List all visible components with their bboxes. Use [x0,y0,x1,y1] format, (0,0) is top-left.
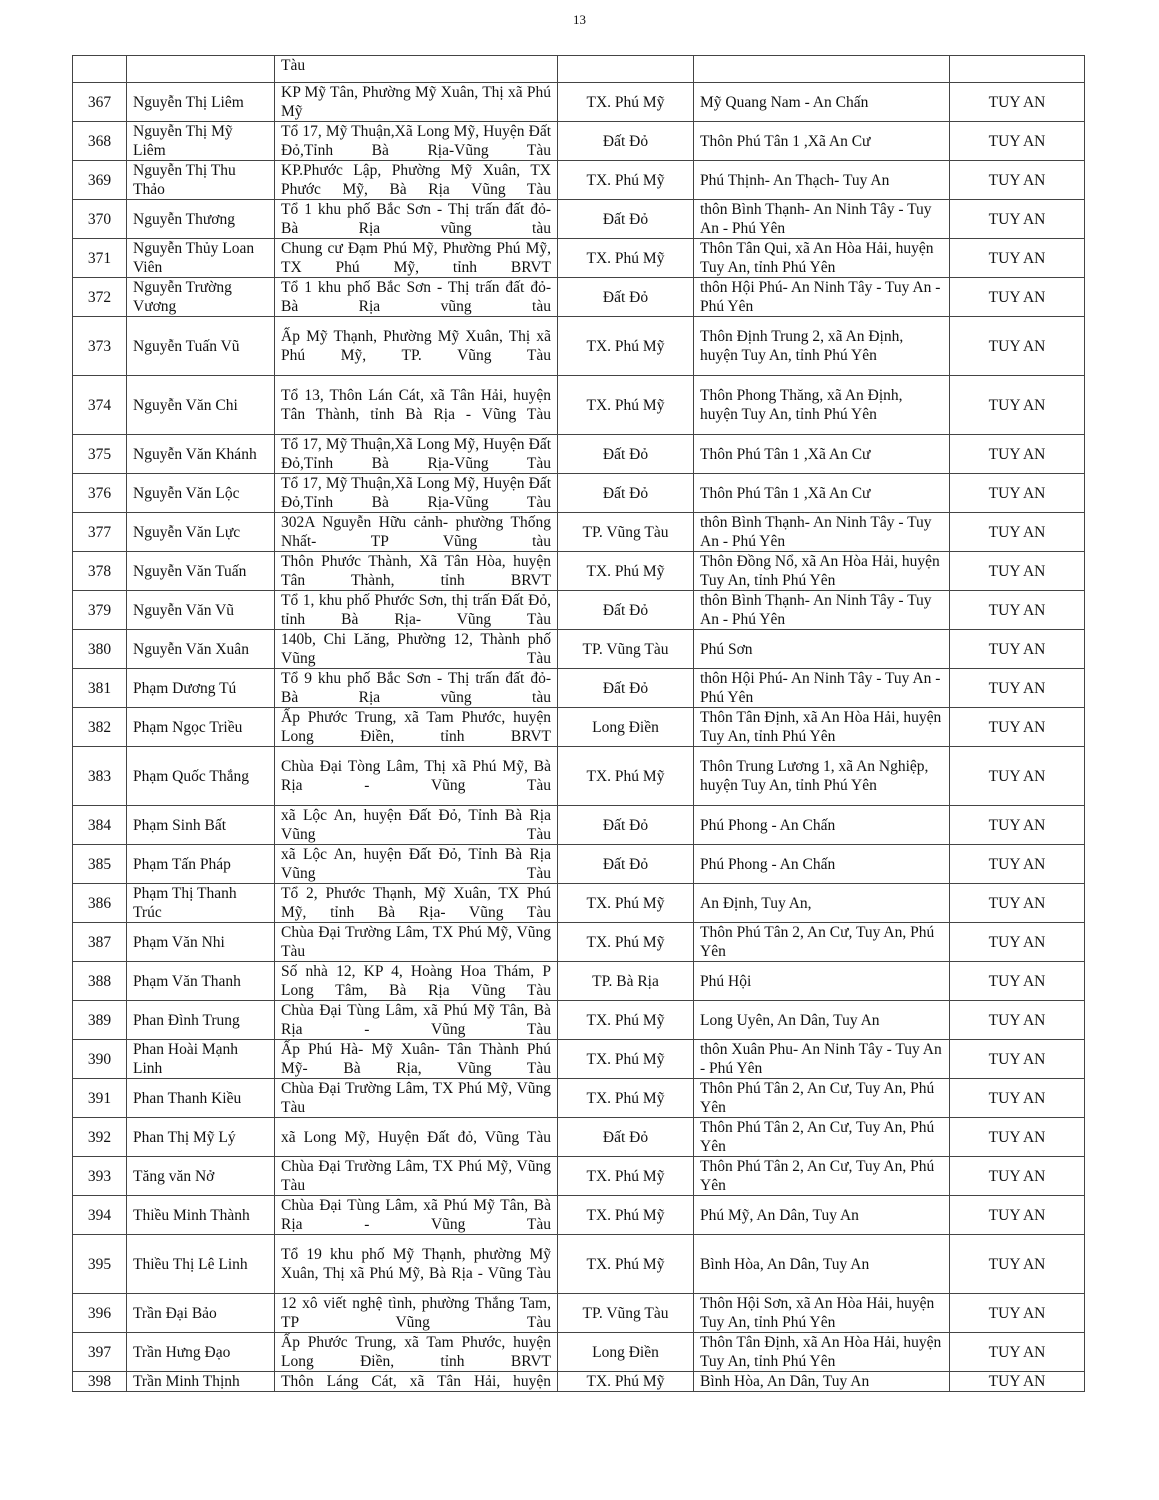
address-cell: Chùa Đại Trường Lâm, TX Phú Mỹ, Vũng Tàu [275,1079,558,1118]
address-cell: Tổ 17, Mỹ Thuận,Xã Long Mỹ, Huyện Đất Đỏ,Tỉnh Bà Rịa-Vũng Tàu [275,122,558,161]
page-number: 13 [573,12,586,27]
note-cell: TUY AN [950,747,1085,806]
district-cell: TP. Vũng Tàu [558,630,694,669]
name-cell: Nguyễn Thị Thu Thảo [127,161,275,200]
address-cell: Tổ 1 khu phố Bắc Sơn - Thị trấn đất đỏ- Bà Rịa vũng tàu [275,278,558,317]
address-cell: 140b, Chi Lăng, Phường 12, Thành phố Vũng Tàu [275,630,558,669]
note-cell: TUY AN [950,435,1085,474]
address-cell: Chùa Đại Tùng Lâm, xã Phú Mỹ Tân, Bà Rịa - Vũng Tàu [275,1196,558,1235]
district-cell [558,56,694,83]
address-cell: Tổ 1 khu phố Bắc Sơn - Thị trấn đất đỏ- Bà Rịa vũng tàu [275,200,558,239]
stt-cell: 390 [73,1040,127,1079]
address-cell: xã Lộc An, huyện Đất Đỏ, Tỉnh Bà Rịa Vũng Tàu [275,806,558,845]
name-cell: Phan Hoài Mạnh Linh [127,1040,275,1079]
district-cell: Đất Đỏ [558,474,694,513]
note-cell: TUY AN [950,806,1085,845]
hometown-cell: Thôn Phú Tân 2, An Cư, Tuy An, Phú Yên [694,923,950,962]
district-cell: TX. Phú Mỹ [558,1079,694,1118]
stt-cell: 396 [73,1294,127,1333]
address-cell: KP.Phước Lập, Phường Mỹ Xuân, TX Phước Mỹ, Bà Rịa Vũng Tàu [275,161,558,200]
district-cell: TP. Bà Rịa [558,962,694,1001]
table-row [73,669,1085,708]
stt-cell: 394 [73,1196,127,1235]
stt-cell: 397 [73,1333,127,1372]
note-cell: TUY AN [950,83,1085,122]
table-row [73,376,1085,435]
stt-cell: 393 [73,1157,127,1196]
hometown-cell: Thôn Phú Tân 2, An Cư, Tuy An, Phú Yên [694,1118,950,1157]
note-cell: TUY AN [950,1157,1085,1196]
name-cell: Nguyễn Văn Vũ [127,591,275,630]
table-row [73,1196,1085,1235]
district-cell: Đất Đỏ [558,845,694,884]
district-cell: Đất Đỏ [558,200,694,239]
table-row [73,1333,1085,1372]
hometown-cell: thôn Bình Thạnh- An Ninh Tây - Tuy An - Phú Yên [694,513,950,552]
table-row [73,513,1085,552]
name-cell: Nguyễn Thủy Loan Viên [127,239,275,278]
stt-cell: 378 [73,552,127,591]
district-cell: Đất Đỏ [558,122,694,161]
hometown-cell: Phú Sơn [694,630,950,669]
note-cell: TUY AN [950,630,1085,669]
hometown-cell: Long Uyên, An Dân, Tuy An [694,1001,950,1040]
note-cell: TUY AN [950,1079,1085,1118]
table-row [73,708,1085,747]
address-cell: Tổ 17, Mỹ Thuận,Xã Long Mỹ, Huyện Đất Đỏ,Tỉnh Bà Rịa-Vũng Tàu [275,435,558,474]
hometown-cell: Thôn Phú Tân 1 ,Xã An Cư [694,435,950,474]
district-cell: Long Điền [558,708,694,747]
stt-cell: 367 [73,83,127,122]
address-cell: xã Lộc An, huyện Đất Đỏ, Tỉnh Bà Rịa Vũng Tàu [275,845,558,884]
note-cell: TUY AN [950,1118,1085,1157]
table-row [73,1040,1085,1079]
name-cell: Trần Minh Thịnh [127,1372,275,1392]
note-cell: TUY AN [950,1001,1085,1040]
stt-cell: 391 [73,1079,127,1118]
stt-cell: 369 [73,161,127,200]
table-row [73,845,1085,884]
hometown-cell: Thôn Phú Tân 1 ,Xã An Cư [694,122,950,161]
table-row [73,1079,1085,1118]
note-cell: TUY AN [950,376,1085,435]
district-cell: Đất Đỏ [558,1118,694,1157]
note-cell: TUY AN [950,1333,1085,1372]
address-cell: Thôn Phước Thành, Xã Tân Hòa, huyện Tân Thành, tỉnh BRVT [275,552,558,591]
note-cell: TUY AN [950,923,1085,962]
roster-table [72,55,1085,1392]
name-cell: Nguyễn Thị Mỹ Liêm [127,122,275,161]
note-cell: TUY AN [950,122,1085,161]
name-cell: Thiều Thị Lê Linh [127,1235,275,1294]
table-row [73,200,1085,239]
stt-cell: 376 [73,474,127,513]
stt-cell: 392 [73,1118,127,1157]
table-row [73,884,1085,923]
note-cell: TUY AN [950,239,1085,278]
district-cell: TX. Phú Mỹ [558,747,694,806]
stt-cell: 380 [73,630,127,669]
name-cell: Trần Hưng Đạo [127,1333,275,1372]
hometown-cell: Phú Phong - An Chấn [694,806,950,845]
stt-cell: 381 [73,669,127,708]
district-cell: TP. Vũng Tàu [558,1294,694,1333]
name-cell: Phạm Dương Tú [127,669,275,708]
stt-cell: 387 [73,923,127,962]
stt-cell: 385 [73,845,127,884]
hometown-cell: Thôn Tân Qui, xã An Hòa Hải, huyện Tuy An, tỉnh Phú Yên [694,239,950,278]
continuation-row [73,56,1085,83]
table-row [73,1235,1085,1294]
hometown-cell: thôn Bình Thạnh- An Ninh Tây - Tuy An - Phú Yên [694,200,950,239]
district-cell: TX. Phú Mỹ [558,1157,694,1196]
district-cell: TX. Phú Mỹ [558,83,694,122]
hometown-cell: Thôn Tân Định, xã An Hòa Hải, huyện Tuy An, tỉnh Phú Yên [694,1333,950,1372]
hometown-cell: Thôn Phong Thăng, xã An Định, huyện Tuy An, tỉnh Phú Yên [694,376,950,435]
name-cell: Nguyễn Văn Lực [127,513,275,552]
table-row [73,317,1085,376]
note-cell: TUY AN [950,1196,1085,1235]
address-cell: Tổ 13, Thôn Lán Cát, xã Tân Hải, huyện Tân Thành, tỉnh Bà Rịa - Vũng Tàu [275,376,558,435]
stt-cell [73,56,127,83]
address-cell: Tổ 17, Mỹ Thuận,Xã Long Mỹ, Huyện Đất Đỏ,Tỉnh Bà Rịa-Vũng Tàu [275,474,558,513]
table-row [73,474,1085,513]
note-cell: TUY AN [950,552,1085,591]
stt-cell: 383 [73,747,127,806]
hometown-cell: Phú Mỹ, An Dân, Tuy An [694,1196,950,1235]
district-cell: Đất Đỏ [558,278,694,317]
note-cell: TUY AN [950,962,1085,1001]
address-cell: Tổ 9 khu phố Bắc Sơn - Thị trấn đất đỏ- Bà Rịa vũng tàu [275,669,558,708]
address-cell: xã Long Mỹ, Huyện Đất đỏ, Vũng Tàu [275,1118,558,1157]
name-cell: Nguyễn Tuấn Vũ [127,317,275,376]
district-cell: TX. Phú Mỹ [558,1196,694,1235]
hometown-cell: thôn Bình Thạnh- An Ninh Tây - Tuy An - Phú Yên [694,591,950,630]
district-cell: TX. Phú Mỹ [558,1001,694,1040]
address-cell: Ấp Phước Trung, xã Tam Phước, huyện Long Điền, tỉnh BRVT [275,1333,558,1372]
name-cell: Nguyễn Văn Tuấn [127,552,275,591]
note-cell: TUY AN [950,278,1085,317]
stt-cell: 373 [73,317,127,376]
address-cell: Chùa Đại Tùng Lâm, xã Phú Mỹ Tân, Bà Rịa - Vũng Tàu [275,1001,558,1040]
name-cell: Phạm Tấn Pháp [127,845,275,884]
note-cell: TUY AN [950,1294,1085,1333]
name-cell: Phan Thị Mỹ Lý [127,1118,275,1157]
district-cell: Đất Đỏ [558,435,694,474]
address-cell: Chung cư Đạm Phú Mỹ, Phường Phú Mỹ, TX Phú Mỹ, tỉnh BRVT [275,239,558,278]
name-cell: Thiều Minh Thành [127,1196,275,1235]
note-cell: TUY AN [950,669,1085,708]
note-cell: TUY AN [950,884,1085,923]
name-cell [127,56,275,83]
table-row [73,435,1085,474]
address-cell: Tổ 1, khu phố Phước Sơn, thị trấn Đất Đỏ, tỉnh Bà Rịa- Vũng Tàu [275,591,558,630]
address-cell: Ấp Phước Trung, xã Tam Phước, huyện Long Điền, tỉnh BRVT [275,708,558,747]
stt-cell: 372 [73,278,127,317]
hometown-cell: Thôn Định Trung 2, xã An Định, huyện Tuy An, tỉnh Phú Yên [694,317,950,376]
note-cell [950,56,1085,83]
table-row [73,630,1085,669]
district-cell: Đất Đỏ [558,591,694,630]
note-cell: TUY AN [950,200,1085,239]
district-cell: TP. Vũng Tàu [558,513,694,552]
hometown-cell: An Định, Tuy An, [694,884,950,923]
hometown-cell: Phú Phong - An Chấn [694,845,950,884]
name-cell: Phạm Văn Thanh [127,962,275,1001]
table-row [73,239,1085,278]
stt-cell: 386 [73,884,127,923]
district-cell: Đất Đỏ [558,806,694,845]
stt-cell: 375 [73,435,127,474]
hometown-cell: Mỹ Quang Nam - An Chấn [694,83,950,122]
note-cell: TUY AN [950,317,1085,376]
address-cell: Chùa Đại Tòng Lâm, Thị xã Phú Mỹ, Bà Rịa - Vũng Tàu [275,747,558,806]
stt-cell: 377 [73,513,127,552]
stt-cell: 371 [73,239,127,278]
name-cell: Phạm Ngọc Triều [127,708,275,747]
district-cell: TX. Phú Mỹ [558,161,694,200]
name-cell: Nguyễn Văn Xuân [127,630,275,669]
name-cell: Nguyễn Văn Lộc [127,474,275,513]
address-cell: Số nhà 12, KP 4, Hoàng Hoa Thám, P Long Tâm, Bà Rịa Vũng Tàu [275,962,558,1001]
table-row [73,1118,1085,1157]
name-cell: Phạm Văn Nhi [127,923,275,962]
hometown-cell: thôn Xuân Phu- An Ninh Tây - Tuy An - Phú Yên [694,1040,950,1079]
hometown-cell: Thôn Phú Tân 1 ,Xã An Cư [694,474,950,513]
table-row [73,591,1085,630]
district-cell: TX. Phú Mỹ [558,884,694,923]
note-cell: TUY AN [950,513,1085,552]
hometown-cell: Phú Thịnh- An Thạch- Tuy An [694,161,950,200]
hometown-cell: Thôn Trung Lương 1, xã An Nghiệp, huyện Tuy An, tỉnh Phú Yên [694,747,950,806]
address-cell: Ấp Mỹ Thạnh, Phường Mỹ Xuân, Thị xã Phú Mỹ, TP. Vũng Tàu [275,317,558,376]
district-cell: Đất Đỏ [558,669,694,708]
district-cell: TX. Phú Mỹ [558,1040,694,1079]
address-cell: Chùa Đại Trường Lâm, TX Phú Mỹ, Vũng Tàu [275,923,558,962]
table-row [73,747,1085,806]
note-cell: TUY AN [950,1235,1085,1294]
hometown-cell: Thôn Phú Tân 2, An Cư, Tuy An, Phú Yên [694,1079,950,1118]
address-cell: Tàu [275,56,558,83]
hometown-cell: thôn Hội Phú- An Ninh Tây - Tuy An - Phú Yên [694,278,950,317]
address-cell: Tổ 19 khu phố Mỹ Thạnh, phường Mỹ Xuân, Thị xã Phú Mỹ, Bà Rịa - Vũng Tàu [275,1235,558,1294]
address-cell: Tổ 2, Phước Thạnh, Mỹ Xuân, TX Phú Mỹ, tỉnh Bà Rịa- Vũng Tàu [275,884,558,923]
district-cell: TX. Phú Mỹ [558,552,694,591]
table-row [73,552,1085,591]
stt-cell: 374 [73,376,127,435]
address-cell: 302A Nguyễn Hữu cảnh- phường Thống Nhất- TP Vũng tàu [275,513,558,552]
hometown-cell: Thôn Đồng Nổ, xã An Hòa Hải, huyện Tuy An, tỉnh Phú Yên [694,552,950,591]
name-cell: Phạm Thị Thanh Trúc [127,884,275,923]
hometown-cell: Bình Hòa, An Dân, Tuy An [694,1372,950,1392]
stt-cell: 368 [73,122,127,161]
stt-cell: 370 [73,200,127,239]
name-cell: Trần Đại Bảo [127,1294,275,1333]
table-row [73,161,1085,200]
district-cell: TX. Phú Mỹ [558,376,694,435]
name-cell: Phan Đình Trung [127,1001,275,1040]
district-cell: Long Điền [558,1333,694,1372]
stt-cell: 389 [73,1001,127,1040]
note-cell: TUY AN [950,845,1085,884]
hometown-cell: thôn Hội Phú- An Ninh Tây - Tuy An - Phú Yên [694,669,950,708]
table-row [73,1157,1085,1196]
name-cell: Nguyễn Văn Chi [127,376,275,435]
hometown-cell [694,56,950,83]
stt-cell: 379 [73,591,127,630]
note-cell: TUY AN [950,591,1085,630]
hometown-cell: Thôn Hội Sơn, xã An Hòa Hải, huyện Tuy An, tỉnh Phú Yên [694,1294,950,1333]
table-row [73,923,1085,962]
name-cell: Nguyễn Thị Liêm [127,83,275,122]
address-cell: KP Mỹ Tân, Phường Mỹ Xuân, Thị xã Phú Mỹ [275,83,558,122]
table-row [73,1001,1085,1040]
table-row [73,806,1085,845]
table-row [73,1294,1085,1333]
stt-cell: 388 [73,962,127,1001]
address-cell: Chùa Đại Trường Lâm, TX Phú Mỹ, Vũng Tàu [275,1157,558,1196]
table-row [73,962,1085,1001]
note-cell: TUY AN [950,1040,1085,1079]
stt-cell: 382 [73,708,127,747]
note-cell: TUY AN [950,161,1085,200]
hometown-cell: Phú Hội [694,962,950,1001]
table-row [73,278,1085,317]
district-cell: TX. Phú Mỹ [558,239,694,278]
name-cell: Nguyễn Thương [127,200,275,239]
name-cell: Nguyễn Văn Khánh [127,435,275,474]
district-cell: TX. Phú Mỹ [558,923,694,962]
stt-cell: 384 [73,806,127,845]
name-cell: Phạm Sinh Bất [127,806,275,845]
district-cell: TX. Phú Mỹ [558,1235,694,1294]
district-cell: TX. Phú Mỹ [558,1372,694,1392]
stt-cell: 395 [73,1235,127,1294]
stt-cell: 398 [73,1372,127,1392]
note-cell: TUY AN [950,474,1085,513]
address-cell: Thôn Láng Cát, xã Tân Hải, huyện [275,1372,558,1392]
hometown-cell: Thôn Phú Tân 2, An Cư, Tuy An, Phú Yên [694,1157,950,1196]
table-row [73,1372,1085,1392]
hometown-cell: Bình Hòa, An Dân, Tuy An [694,1235,950,1294]
address-cell: Ấp Phú Hà- Mỹ Xuân- Tân Thành Phú Mỹ- Bà Rịa, Vũng Tàu [275,1040,558,1079]
table-row [73,83,1085,122]
name-cell: Tăng văn Nở [127,1157,275,1196]
district-cell: TX. Phú Mỹ [558,317,694,376]
table-row [73,122,1085,161]
name-cell: Phạm Quốc Thắng [127,747,275,806]
note-cell: TUY AN [950,708,1085,747]
note-cell: TUY AN [950,1372,1085,1392]
address-cell: 12 xô viết nghệ tình, phường Thắng Tam, TP Vũng Tàu [275,1294,558,1333]
name-cell: Phan Thanh Kiều [127,1079,275,1118]
hometown-cell: Thôn Tân Định, xã An Hòa Hải, huyện Tuy An, tỉnh Phú Yên [694,708,950,747]
name-cell: Nguyễn Trường Vương [127,278,275,317]
